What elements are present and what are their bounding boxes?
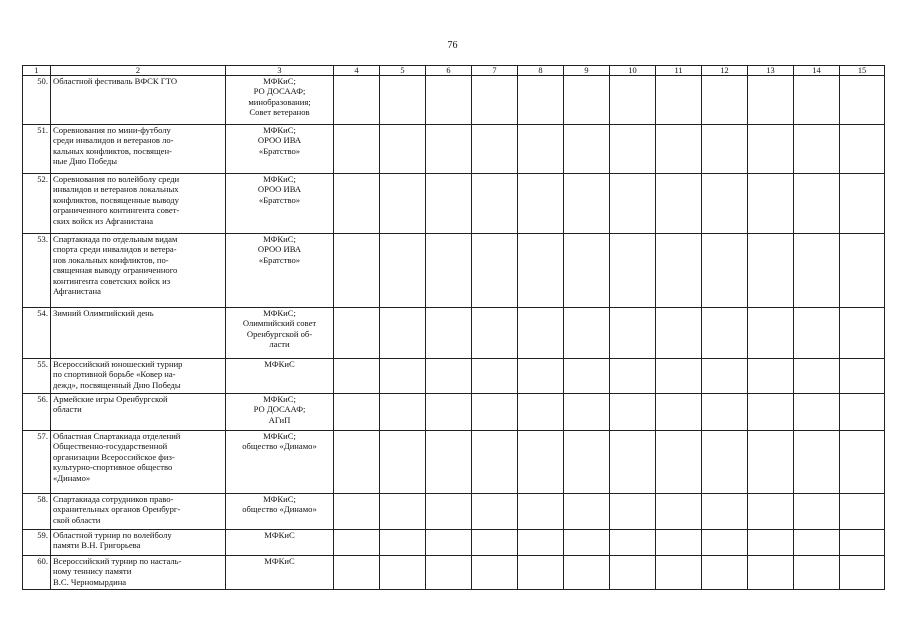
event-name-line: инвалидов и ветеранов локальных — [53, 184, 179, 195]
empty-cell — [380, 394, 426, 431]
event-name-line: Областной фестиваль ВФСК ГТО — [53, 76, 178, 86]
event-name-line: культурно-спортивное общество — [53, 462, 173, 473]
empty-cell — [748, 308, 794, 359]
column-header: 1 — [23, 66, 51, 76]
empty-cell — [564, 125, 610, 174]
empty-cell — [380, 234, 426, 308]
organizer-line: «Братство» — [258, 194, 301, 205]
event-name-line: Всероссийский турнир по насталь- — [53, 556, 182, 566]
organizer-line: МФКиС — [264, 530, 295, 540]
empty-cell — [610, 308, 656, 359]
empty-cell — [656, 76, 702, 125]
empty-cell — [564, 494, 610, 530]
empty-cell — [334, 359, 380, 394]
event-name — [51, 234, 226, 308]
empty-cell — [794, 530, 840, 556]
event-name-line: В.С. Черномырдина — [53, 576, 127, 587]
empty-cell — [334, 394, 380, 431]
row-number: 54. — [23, 308, 51, 359]
empty-cell — [840, 530, 885, 556]
empty-cell — [426, 394, 472, 431]
empty-cell — [334, 494, 380, 530]
empty-cell — [610, 76, 656, 125]
organizer-line: «Братство» — [258, 254, 301, 265]
organizers — [226, 494, 334, 530]
organizers — [226, 76, 334, 125]
empty-cell — [380, 431, 426, 494]
event-name-line: Спартакиада сотрудников право- — [53, 494, 174, 504]
empty-cell — [334, 308, 380, 359]
empty-cell — [840, 494, 885, 530]
empty-cell — [794, 125, 840, 174]
empty-cell — [426, 431, 472, 494]
empty-cell — [794, 308, 840, 359]
row-number: 50. — [23, 76, 51, 125]
organizer-line: «Братство» — [258, 145, 301, 156]
empty-cell — [426, 308, 472, 359]
empty-cell — [840, 431, 885, 494]
empty-cell — [380, 556, 426, 590]
event-name-line: конфликтов, посвященные выводу — [53, 194, 179, 205]
empty-cell — [656, 431, 702, 494]
empty-cell — [472, 234, 518, 308]
empty-cell — [426, 494, 472, 530]
empty-cell — [334, 530, 380, 556]
organizers — [226, 174, 334, 234]
event-name — [51, 431, 226, 494]
organizer-line: РО ДОСААФ; — [253, 404, 306, 415]
event-name-line: дежд», посвященный Дню Победы — [53, 379, 181, 390]
organizer-line: Оренбургской об- — [246, 328, 313, 339]
empty-cell — [748, 359, 794, 394]
organizers — [226, 125, 334, 174]
event-name-line: спорта среди инвалидов и ветера- — [53, 244, 177, 255]
table-row — [23, 76, 885, 125]
organizers — [226, 556, 334, 590]
organizer-line: ОРОО ИВА — [257, 135, 302, 146]
organizer-line: общество «Динамо» — [242, 504, 317, 515]
empty-cell — [426, 125, 472, 174]
event-name-line: ской области — [53, 514, 101, 525]
events-table — [22, 65, 885, 590]
table-row — [23, 431, 885, 494]
event-name — [51, 174, 226, 234]
event-name-line: Зимний Олимпийский день — [53, 308, 154, 318]
empty-cell — [794, 394, 840, 431]
empty-cell — [702, 125, 748, 174]
organizer-line: МФКиС; — [263, 174, 296, 184]
empty-cell — [564, 394, 610, 431]
organizer-line: РО ДОСААФ; — [253, 86, 306, 97]
empty-cell — [564, 76, 610, 125]
empty-cell — [656, 234, 702, 308]
empty-cell — [610, 431, 656, 494]
empty-cell — [702, 359, 748, 394]
empty-cell — [702, 174, 748, 234]
empty-cell — [564, 234, 610, 308]
organizers — [226, 530, 334, 556]
empty-cell — [472, 394, 518, 431]
empty-cell — [610, 125, 656, 174]
organizer-line: МФКиС; — [263, 394, 296, 404]
column-header: 6 — [426, 66, 472, 76]
row-number: 53. — [23, 234, 51, 308]
empty-cell — [656, 359, 702, 394]
organizer-line: МФКиС; — [263, 76, 296, 86]
column-header: 5 — [380, 66, 426, 76]
empty-cell — [748, 174, 794, 234]
empty-cell — [518, 556, 564, 590]
empty-cell — [564, 359, 610, 394]
event-name-line: «Динамо» — [53, 472, 91, 483]
event-name-line: кальных конфликтов, посвящен- — [53, 145, 172, 156]
empty-cell — [794, 494, 840, 530]
table-row — [23, 494, 885, 530]
empty-cell — [426, 76, 472, 125]
column-header: 13 — [748, 66, 794, 76]
empty-cell — [564, 174, 610, 234]
event-name-line: Афганистана — [53, 286, 101, 297]
empty-cell — [840, 359, 885, 394]
row-number: 60. — [23, 556, 51, 590]
empty-cell — [748, 234, 794, 308]
event-name-line: Общественно-государственной — [53, 441, 168, 452]
event-name-line: ные Дню Победы — [53, 156, 117, 167]
organizer-line: Совет ветеранов — [249, 107, 310, 118]
table-row — [23, 530, 885, 556]
empty-cell — [656, 125, 702, 174]
empty-cell — [518, 174, 564, 234]
row-number: 55. — [23, 359, 51, 394]
empty-cell — [794, 174, 840, 234]
table-row — [23, 174, 885, 234]
event-name-line: организации Всероссийское физ- — [53, 451, 175, 462]
empty-cell — [472, 530, 518, 556]
column-header: 8 — [518, 66, 564, 76]
event-name-line: Соревнования по волейболу среди — [53, 174, 180, 184]
empty-cell — [472, 359, 518, 394]
table-row — [23, 125, 885, 174]
empty-cell — [334, 556, 380, 590]
empty-cell — [610, 234, 656, 308]
event-name — [51, 359, 226, 394]
empty-cell — [748, 556, 794, 590]
organizers — [226, 308, 334, 359]
event-name-line: ских войск из Афганистана — [53, 215, 154, 226]
column-header: 12 — [702, 66, 748, 76]
page-number: 76 — [447, 40, 458, 51]
event-name-line: Армейские игры Оренбургской — [53, 394, 168, 404]
event-name-line: среди инвалидов и ветеранов ло- — [53, 135, 174, 146]
empty-cell — [702, 494, 748, 530]
empty-cell — [794, 359, 840, 394]
row-number: 57. — [23, 431, 51, 494]
table-row — [23, 556, 885, 590]
empty-cell — [472, 431, 518, 494]
event-name — [51, 556, 226, 590]
empty-cell — [610, 174, 656, 234]
empty-cell — [610, 394, 656, 431]
empty-cell — [840, 308, 885, 359]
empty-cell — [702, 431, 748, 494]
column-header: 15 — [840, 66, 885, 76]
empty-cell — [840, 174, 885, 234]
organizer-line: МФКиС; — [263, 431, 296, 441]
empty-cell — [334, 174, 380, 234]
empty-cell — [426, 556, 472, 590]
empty-cell — [748, 394, 794, 431]
organizer-line: МФКиС; — [263, 125, 296, 135]
empty-cell — [564, 308, 610, 359]
empty-cell — [518, 234, 564, 308]
empty-cell — [518, 431, 564, 494]
table-body — [23, 76, 885, 590]
empty-cell — [702, 234, 748, 308]
empty-cell — [472, 308, 518, 359]
event-name — [51, 494, 226, 530]
event-name-line: контингента советских войск из — [53, 275, 171, 286]
empty-cell — [380, 125, 426, 174]
column-number-row — [23, 66, 885, 76]
organizer-line: ласти — [269, 339, 290, 350]
column-header: 9 — [564, 66, 610, 76]
event-name-line: ному теннису памяти — [53, 566, 132, 577]
empty-cell — [794, 234, 840, 308]
empty-cell — [380, 308, 426, 359]
empty-cell — [794, 431, 840, 494]
empty-cell — [794, 76, 840, 125]
column-header: 7 — [472, 66, 518, 76]
row-number: 58. — [23, 494, 51, 530]
empty-cell — [518, 530, 564, 556]
event-name — [51, 308, 226, 359]
row-number: 56. — [23, 394, 51, 431]
event-name-line: Спартакиада по отдельным видам — [53, 234, 178, 244]
empty-cell — [472, 494, 518, 530]
table-row — [23, 359, 885, 394]
event-name-line: священная выводу ограниченного — [53, 265, 178, 276]
empty-cell — [426, 530, 472, 556]
empty-cell — [748, 494, 794, 530]
empty-cell — [564, 431, 610, 494]
empty-cell — [518, 394, 564, 431]
empty-cell — [702, 394, 748, 431]
organizer-line: МФКиС; — [263, 234, 296, 244]
organizer-line: минобразования; — [248, 96, 311, 107]
empty-cell — [656, 308, 702, 359]
empty-cell — [610, 494, 656, 530]
empty-cell — [472, 125, 518, 174]
empty-cell — [334, 431, 380, 494]
row-number: 52. — [23, 174, 51, 234]
organizers — [226, 359, 334, 394]
organizers — [226, 431, 334, 494]
event-name — [51, 394, 226, 431]
empty-cell — [564, 530, 610, 556]
event-name-line: области — [53, 404, 82, 415]
empty-cell — [748, 125, 794, 174]
organizer-line: МФКиС; — [263, 494, 296, 504]
table-row — [23, 308, 885, 359]
empty-cell — [840, 76, 885, 125]
empty-cell — [748, 530, 794, 556]
empty-cell — [518, 308, 564, 359]
organizer-line: МФКиС — [264, 359, 295, 369]
empty-cell — [380, 530, 426, 556]
empty-cell — [334, 76, 380, 125]
empty-cell — [334, 234, 380, 308]
empty-cell — [472, 174, 518, 234]
event-name-line: Областной турнир по волейболу — [53, 530, 172, 540]
empty-cell — [518, 125, 564, 174]
organizer-line: ОРОО ИВА — [257, 244, 302, 255]
empty-cell — [610, 359, 656, 394]
empty-cell — [656, 174, 702, 234]
empty-cell — [334, 125, 380, 174]
column-header: 10 — [610, 66, 656, 76]
empty-cell — [564, 556, 610, 590]
organizers — [226, 394, 334, 431]
organizer-line: общество «Динамо» — [242, 441, 317, 452]
event-name — [51, 125, 226, 174]
empty-cell — [380, 76, 426, 125]
event-name — [51, 76, 226, 125]
empty-cell — [702, 530, 748, 556]
event-name-line: памяти В.Н. Григорьева — [53, 540, 141, 551]
column-header: 11 — [656, 66, 702, 76]
organizer-line: МФКиС; — [263, 308, 296, 318]
event-name-line: Всероссийский юношеский турнир — [53, 359, 183, 369]
column-header: 3 — [226, 66, 334, 76]
event-name-line: Областная Спартакиада отделений — [53, 431, 181, 441]
empty-cell — [472, 556, 518, 590]
table-row — [23, 394, 885, 431]
empty-cell — [610, 556, 656, 590]
empty-cell — [380, 494, 426, 530]
empty-cell — [426, 234, 472, 308]
empty-cell — [840, 556, 885, 590]
empty-cell — [702, 76, 748, 125]
table-row — [23, 234, 885, 308]
organizers — [226, 234, 334, 308]
event-name-line: нов локальных конфликтов, по- — [53, 254, 169, 265]
event-name-line: охранительных органов Оренбург- — [53, 504, 181, 515]
event-name-line: ограниченного контингента совет- — [53, 205, 180, 216]
event-name — [51, 530, 226, 556]
row-number: 51. — [23, 125, 51, 174]
empty-cell — [702, 556, 748, 590]
empty-cell — [610, 530, 656, 556]
empty-cell — [380, 174, 426, 234]
empty-cell — [748, 76, 794, 125]
empty-cell — [656, 556, 702, 590]
organizer-line: ОРОО ИВА — [257, 184, 302, 195]
organizer-line: АГиП — [268, 414, 291, 425]
empty-cell — [656, 530, 702, 556]
empty-cell — [426, 174, 472, 234]
column-header: 2 — [51, 66, 226, 76]
empty-cell — [840, 125, 885, 174]
empty-cell — [702, 308, 748, 359]
event-name-line: Соревнования по мини-футболу — [53, 125, 171, 135]
column-header: 14 — [794, 66, 840, 76]
empty-cell — [380, 359, 426, 394]
empty-cell — [518, 359, 564, 394]
empty-cell — [518, 76, 564, 125]
empty-cell — [472, 76, 518, 125]
empty-cell — [748, 431, 794, 494]
column-header: 4 — [334, 66, 380, 76]
empty-cell — [518, 494, 564, 530]
empty-cell — [840, 394, 885, 431]
organizer-line: Олимпийский совет — [242, 318, 317, 329]
empty-cell — [426, 359, 472, 394]
organizer-line: МФКиС — [264, 556, 295, 566]
empty-cell — [840, 234, 885, 308]
row-number: 59. — [23, 530, 51, 556]
empty-cell — [794, 556, 840, 590]
event-name-line: по спортивной борьбе «Ковер на- — [53, 369, 176, 380]
empty-cell — [656, 394, 702, 431]
empty-cell — [656, 494, 702, 530]
